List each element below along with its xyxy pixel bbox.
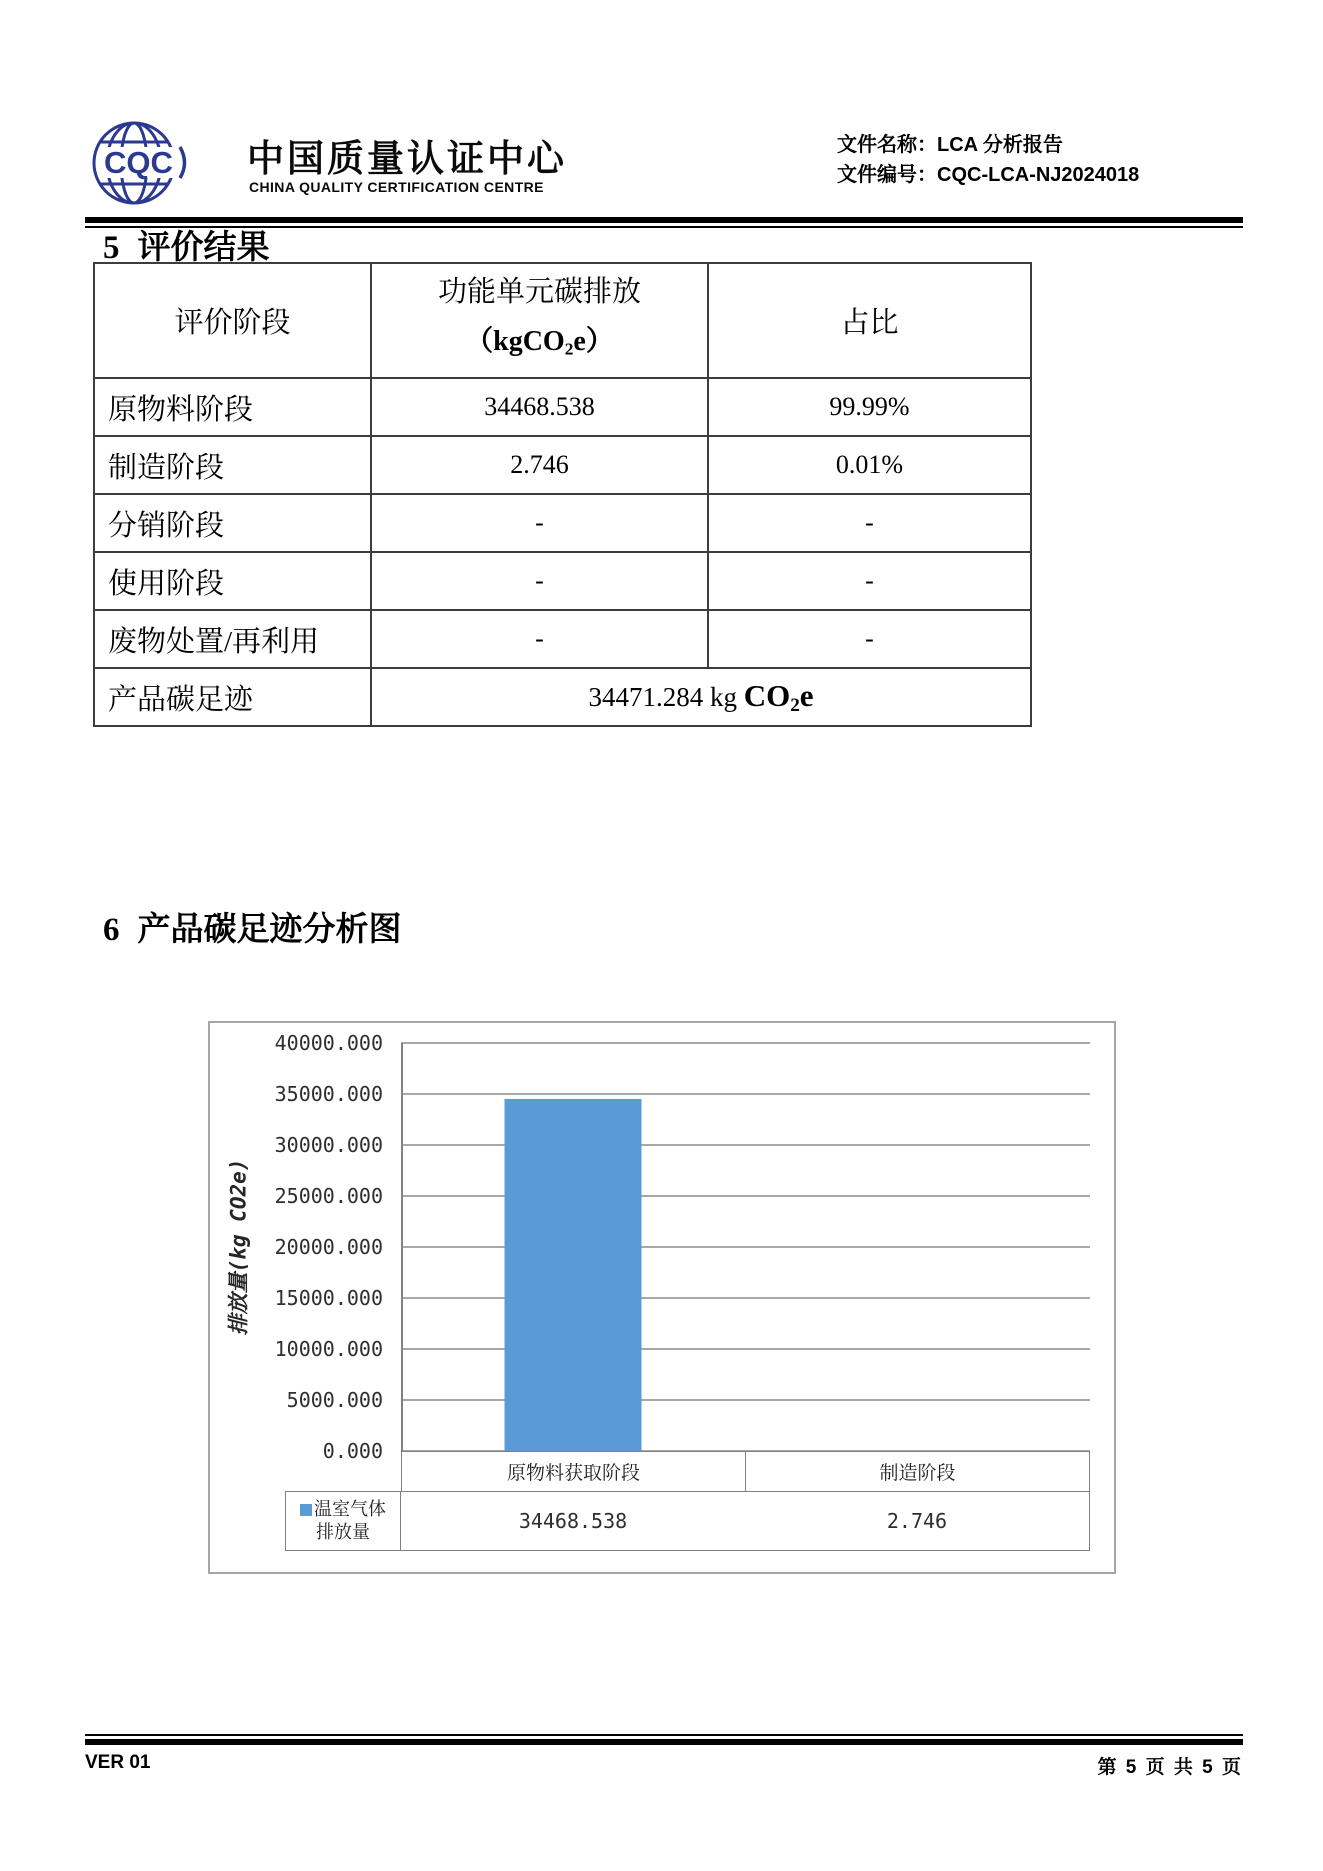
category-axis-row bbox=[401, 1451, 1090, 1491]
header-rule-thin bbox=[85, 226, 1243, 228]
section6-title: 产品碳足迹分析图 bbox=[137, 912, 402, 948]
y-tick-label: 30000.000 bbox=[274, 1133, 383, 1157]
header-rule-thick bbox=[85, 217, 1243, 223]
stage-label: 原物料阶段 bbox=[94, 378, 371, 436]
table-row bbox=[94, 436, 1031, 494]
doc-name-line bbox=[837, 130, 1139, 160]
doc-no-line bbox=[837, 160, 1139, 190]
stage-label: 制造阶段 bbox=[94, 436, 371, 494]
section6-number: 6 bbox=[103, 912, 120, 948]
stage-share: - bbox=[708, 552, 1031, 610]
header-emission-unit: （kgCO$_2$e） bbox=[465, 325, 614, 359]
stage-value: 2.746 bbox=[371, 436, 708, 494]
doc-name-value: LCA 分析报告 bbox=[937, 134, 1063, 156]
category-label: 原物料获取阶段 bbox=[506, 1463, 640, 1484]
stage-value: - bbox=[371, 610, 708, 668]
y-tick-label: 35000.000 bbox=[274, 1082, 383, 1106]
y-axis-ticks bbox=[210, 1031, 393, 1463]
data-table-value: 34468.538 bbox=[518, 1509, 628, 1533]
stage-label: 分销阶段 bbox=[94, 494, 371, 552]
stage-value: - bbox=[371, 494, 708, 552]
data-table-value: 2.746 bbox=[886, 1509, 948, 1533]
table-row bbox=[94, 494, 1031, 552]
results-table bbox=[93, 262, 1032, 727]
stage-value: 34468.538 bbox=[371, 378, 708, 436]
gridline bbox=[401, 1093, 1090, 1095]
header-emission bbox=[371, 263, 708, 378]
footer-version: VER 01 bbox=[85, 1752, 151, 1773]
doc-no-label: 文件编号： bbox=[837, 164, 937, 186]
legend-cell bbox=[286, 1492, 401, 1550]
stage-label: 使用阶段 bbox=[94, 552, 371, 610]
total-label: 产品碳足迹 bbox=[94, 668, 371, 726]
logo-acronym-text: CQC bbox=[104, 145, 173, 180]
stage-value: - bbox=[371, 552, 708, 610]
y-tick-label: 15000.000 bbox=[274, 1286, 383, 1310]
footer-page-info: 第 5 页 共 5 页 bbox=[1097, 1757, 1243, 1778]
section6-heading bbox=[103, 911, 402, 949]
y-tick-label: 40000.000 bbox=[274, 1031, 383, 1055]
table-row bbox=[94, 552, 1031, 610]
gridline bbox=[401, 1042, 1090, 1044]
stage-share: 99.99% bbox=[708, 378, 1031, 436]
total-value: 34471.284 kg $CO_2e$ bbox=[371, 668, 1031, 726]
header-emission-line1: 功能单元碳排放 bbox=[437, 275, 641, 308]
doc-name-label: 文件名称： bbox=[837, 134, 937, 156]
stage-label: 废物处置/再利用 bbox=[94, 610, 371, 668]
y-tick-label: 20000.000 bbox=[274, 1235, 383, 1259]
table-header-row bbox=[94, 263, 1031, 378]
y-tick-label: 10000.000 bbox=[274, 1337, 383, 1361]
header-share: 占比 bbox=[708, 263, 1031, 378]
stage-share: - bbox=[708, 610, 1031, 668]
legend-label-line2: 排放量 bbox=[316, 1522, 370, 1542]
org-name-zh: 中国质量认证中心 bbox=[247, 138, 567, 179]
y-tick-label: 5000.000 bbox=[286, 1388, 383, 1412]
section5-number: 5 bbox=[103, 230, 120, 266]
y-axis-title: 排放量(kg CO2e) bbox=[226, 1158, 251, 1336]
globe-icon bbox=[90, 118, 240, 208]
legend-swatch-icon bbox=[300, 1504, 312, 1516]
table-total-row bbox=[94, 668, 1031, 726]
y-tick-label: 0.000 bbox=[322, 1439, 383, 1463]
doc-no-value: CQC-LCA-NJ2024018 bbox=[937, 164, 1140, 186]
document-info bbox=[837, 130, 1139, 190]
stage-share: - bbox=[708, 494, 1031, 552]
stage-share: 0.01% bbox=[708, 436, 1031, 494]
category-label: 制造阶段 bbox=[745, 1452, 1089, 1491]
header-stage: 评价阶段 bbox=[94, 263, 371, 378]
plot-area bbox=[401, 1043, 1090, 1451]
footer-rule-thick bbox=[85, 1739, 1243, 1745]
footer-rule-thin bbox=[85, 1734, 1243, 1736]
y-tick-label: 25000.000 bbox=[274, 1184, 383, 1208]
legend-label-line1: 温室气体 bbox=[314, 1499, 386, 1519]
bar-原物料获取阶段 bbox=[505, 1099, 642, 1451]
table-row bbox=[94, 378, 1031, 436]
chart-data-table-row bbox=[285, 1491, 1090, 1551]
org-name-en: CHINA QUALITY CERTIFICATION CENTRE bbox=[249, 179, 544, 195]
cqc-logo bbox=[90, 118, 240, 213]
table-row bbox=[94, 610, 1031, 668]
carbon-footprint-chart bbox=[208, 1021, 1116, 1574]
section5-title: 评价结果 bbox=[137, 230, 270, 266]
